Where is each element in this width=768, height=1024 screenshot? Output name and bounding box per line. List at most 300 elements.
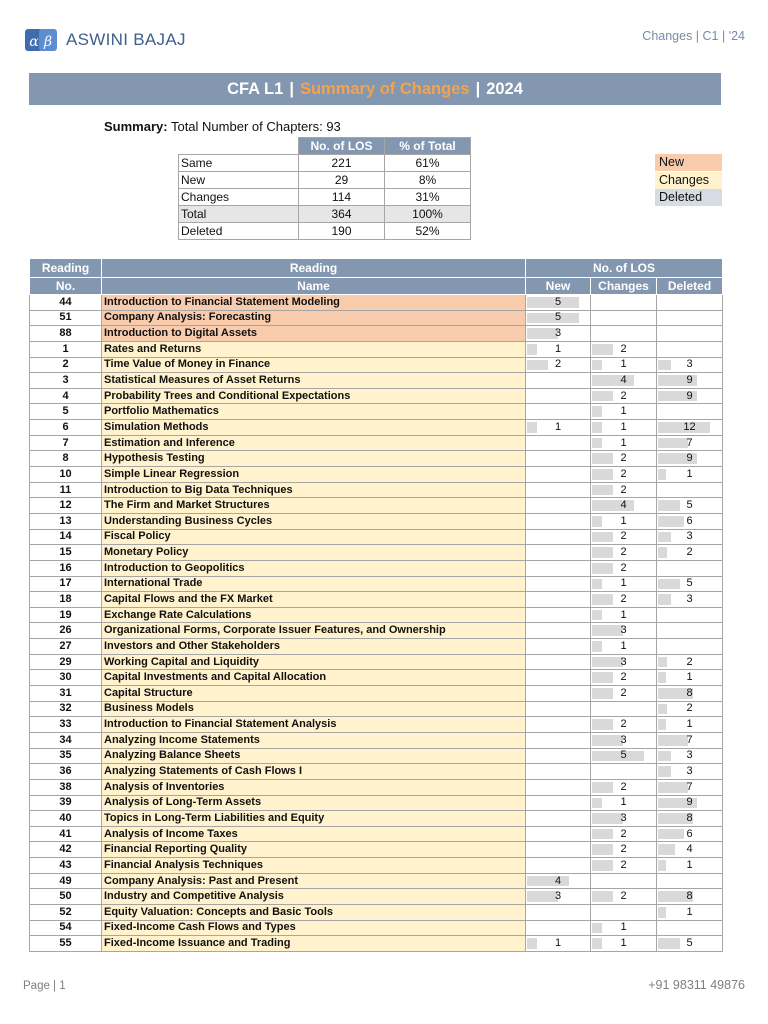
legend-changes: Changes xyxy=(655,172,722,189)
reading-no: 18 xyxy=(30,592,102,608)
los-new-value: 4 xyxy=(554,874,562,887)
los-deleted-cell xyxy=(657,545,723,561)
reading-no: 32 xyxy=(30,701,102,717)
los-changes-bar xyxy=(592,469,613,480)
table-row xyxy=(30,341,723,357)
los-changes-value: 2 xyxy=(620,890,627,903)
reading-name: International Trade xyxy=(102,576,526,592)
los-new-cell xyxy=(526,764,591,780)
los-deleted-bar xyxy=(658,500,680,511)
summary-label-bold: Summary: xyxy=(104,119,168,134)
los-changes-bar xyxy=(592,938,602,949)
los-new-cell xyxy=(526,341,591,357)
table-row xyxy=(30,654,723,670)
los-changes-cell xyxy=(591,717,657,733)
reading-no: 15 xyxy=(30,545,102,561)
los-changes-cell xyxy=(591,341,657,357)
los-new-cell xyxy=(526,513,591,529)
los-deleted-bar xyxy=(658,438,688,449)
los-deleted-bar xyxy=(658,469,666,480)
los-changes-value: 2 xyxy=(620,843,627,856)
reading-no: 40 xyxy=(30,811,102,827)
stats-pct: 8% xyxy=(385,172,471,189)
header-reading-no: Reading xyxy=(30,259,102,278)
los-deleted-cell xyxy=(657,732,723,748)
los-changes-value: 3 xyxy=(620,624,627,637)
los-new-cell xyxy=(526,420,591,436)
stats-count: 364 xyxy=(299,206,385,223)
stats-count: 190 xyxy=(299,223,385,240)
los-changes-bar xyxy=(592,813,623,824)
stats-label: New xyxy=(179,172,299,189)
los-new-cell xyxy=(526,811,591,827)
reading-no: 44 xyxy=(30,295,102,311)
reading-name: Company Analysis: Forecasting xyxy=(102,310,526,326)
los-deleted-value: 3 xyxy=(686,358,693,371)
los-new-cell xyxy=(526,842,591,858)
los-changes-cell xyxy=(591,576,657,592)
los-deleted-value: 3 xyxy=(686,765,693,778)
stats-row xyxy=(179,172,471,189)
los-new-bar xyxy=(527,344,537,355)
los-deleted-cell xyxy=(657,482,723,498)
table-row xyxy=(30,451,723,467)
table-row xyxy=(30,920,723,936)
los-new-cell xyxy=(526,748,591,764)
los-changes-value: 2 xyxy=(620,592,627,605)
logo-mark-icon xyxy=(24,26,60,54)
los-changes-value: 3 xyxy=(620,733,627,746)
reading-name: Monetary Policy xyxy=(102,545,526,561)
los-changes-value: 4 xyxy=(620,499,627,512)
readings-table xyxy=(29,258,723,952)
stats-row xyxy=(179,155,471,172)
los-changes-value: 2 xyxy=(620,452,627,465)
reading-no: 1 xyxy=(30,341,102,357)
los-deleted-cell xyxy=(657,686,723,702)
table-row xyxy=(30,623,723,639)
reading-no: 52 xyxy=(30,904,102,920)
los-changes-bar xyxy=(592,547,613,558)
los-new-bar xyxy=(527,938,537,949)
reading-name: Analysis of Long-Term Assets xyxy=(102,795,526,811)
los-changes-cell xyxy=(591,467,657,483)
stats-row xyxy=(179,189,471,206)
los-deleted-cell xyxy=(657,295,723,311)
los-deleted-cell xyxy=(657,592,723,608)
reading-no: 35 xyxy=(30,748,102,764)
los-changes-cell xyxy=(591,404,657,420)
los-deleted-cell xyxy=(657,858,723,874)
los-changes-bar xyxy=(592,672,613,683)
header-reading-name-2: Name xyxy=(102,278,526,295)
los-new-cell xyxy=(526,357,591,373)
los-changes-cell xyxy=(591,654,657,670)
los-new-bar xyxy=(527,297,579,308)
los-deleted-bar xyxy=(658,532,671,543)
reading-no: 5 xyxy=(30,404,102,420)
stats-pct: 52% xyxy=(385,223,471,240)
los-new-cell xyxy=(526,717,591,733)
los-changes-bar xyxy=(592,657,623,668)
table-row xyxy=(30,826,723,842)
los-deleted-cell xyxy=(657,326,723,342)
reading-no: 10 xyxy=(30,467,102,483)
los-changes-bar xyxy=(592,798,602,809)
los-deleted-cell xyxy=(657,498,723,514)
header-new: New xyxy=(526,278,591,295)
los-deleted-value: 2 xyxy=(686,655,693,668)
los-changes-cell xyxy=(591,560,657,576)
los-changes-cell xyxy=(591,498,657,514)
reading-no: 49 xyxy=(30,873,102,889)
los-deleted-bar xyxy=(658,829,684,840)
summary-stats-table xyxy=(178,137,471,240)
los-deleted-value: 9 xyxy=(686,452,693,465)
reading-name: Analyzing Statements of Cash Flows I xyxy=(102,764,526,780)
brand-logo xyxy=(24,26,186,54)
los-new-cell xyxy=(526,904,591,920)
reading-no: 88 xyxy=(30,326,102,342)
los-deleted-bar xyxy=(658,657,667,668)
reading-name: Time Value of Money in Finance xyxy=(102,357,526,373)
los-deleted-value: 1 xyxy=(686,905,693,918)
los-deleted-bar xyxy=(658,547,667,558)
los-deleted-value: 1 xyxy=(686,671,693,684)
table-row xyxy=(30,529,723,545)
los-deleted-cell xyxy=(657,873,723,889)
table-row xyxy=(30,482,723,498)
table-row xyxy=(30,592,723,608)
los-deleted-bar xyxy=(658,672,666,683)
los-deleted-cell xyxy=(657,560,723,576)
los-changes-cell xyxy=(591,482,657,498)
los-deleted-cell xyxy=(657,451,723,467)
los-changes-value: 1 xyxy=(620,921,627,934)
los-deleted-cell xyxy=(657,639,723,655)
los-changes-cell xyxy=(591,795,657,811)
los-changes-bar xyxy=(592,579,602,590)
reading-no: 13 xyxy=(30,513,102,529)
los-new-cell xyxy=(526,826,591,842)
los-changes-bar xyxy=(592,782,613,793)
los-deleted-cell xyxy=(657,764,723,780)
reading-no: 43 xyxy=(30,858,102,874)
reading-name: Introduction to Big Data Techniques xyxy=(102,482,526,498)
los-deleted-bar xyxy=(658,844,675,855)
los-deleted-cell xyxy=(657,404,723,420)
summary-label xyxy=(104,119,341,134)
los-deleted-bar xyxy=(658,751,671,762)
los-changes-cell xyxy=(591,373,657,389)
los-changes-cell xyxy=(591,310,657,326)
los-new-cell xyxy=(526,936,591,952)
los-changes-bar xyxy=(592,688,613,699)
table-row xyxy=(30,764,723,780)
reading-no: 14 xyxy=(30,529,102,545)
los-deleted-value: 1 xyxy=(686,467,693,480)
los-changes-bar xyxy=(592,422,602,433)
los-new-cell xyxy=(526,373,591,389)
los-new-cell xyxy=(526,576,591,592)
reading-no: 4 xyxy=(30,388,102,404)
los-deleted-bar xyxy=(658,735,688,746)
table-row xyxy=(30,779,723,795)
stats-label: Total xyxy=(179,206,299,223)
table-row xyxy=(30,686,723,702)
los-changes-cell xyxy=(591,420,657,436)
los-deleted-value: 5 xyxy=(686,577,693,590)
los-deleted-cell xyxy=(657,920,723,936)
stats-count: 221 xyxy=(299,155,385,172)
table-row xyxy=(30,732,723,748)
los-new-bar xyxy=(527,876,569,887)
table-row xyxy=(30,670,723,686)
los-new-cell xyxy=(526,545,591,561)
reading-name: Financial Analysis Techniques xyxy=(102,858,526,874)
los-deleted-bar xyxy=(658,579,680,590)
stats-header-pct: % of Total xyxy=(385,138,471,155)
reading-name: Capital Flows and the FX Market xyxy=(102,592,526,608)
los-changes-bar xyxy=(592,594,613,605)
los-changes-cell xyxy=(591,623,657,639)
los-changes-value: 1 xyxy=(620,608,627,621)
los-changes-value: 4 xyxy=(620,374,627,387)
reading-no: 54 xyxy=(30,920,102,936)
summary-label-text: Total Number of Chapters: 93 xyxy=(170,119,341,134)
los-new-cell xyxy=(526,451,591,467)
reading-name: Industry and Competitive Analysis xyxy=(102,889,526,905)
reading-no: 51 xyxy=(30,310,102,326)
table-row xyxy=(30,310,723,326)
los-changes-cell xyxy=(591,701,657,717)
los-new-value: 5 xyxy=(554,295,562,308)
table-row xyxy=(30,513,723,529)
los-new-cell xyxy=(526,482,591,498)
los-new-value: 1 xyxy=(554,342,562,355)
los-changes-bar xyxy=(592,391,613,402)
los-deleted-cell xyxy=(657,842,723,858)
los-changes-value: 2 xyxy=(620,389,627,402)
los-changes-bar xyxy=(592,751,644,762)
los-new-cell xyxy=(526,873,591,889)
los-changes-value: 2 xyxy=(620,342,627,355)
table-row xyxy=(30,639,723,655)
stats-pct: 61% xyxy=(385,155,471,172)
los-deleted-value: 8 xyxy=(686,890,693,903)
los-new-bar xyxy=(527,313,579,324)
los-changes-bar xyxy=(592,485,613,496)
reading-name: Organizational Forms, Corporate Issuer Features, and Ownership xyxy=(102,623,526,639)
los-changes-value: 2 xyxy=(620,827,627,840)
los-changes-cell xyxy=(591,811,657,827)
los-changes-bar xyxy=(592,438,602,449)
los-changes-cell xyxy=(591,748,657,764)
banner-separator: | xyxy=(475,79,481,98)
los-deleted-value: 2 xyxy=(686,702,693,715)
stats-pct: 100% xyxy=(385,206,471,223)
los-changes-value: 1 xyxy=(620,639,627,652)
reading-no: 34 xyxy=(30,732,102,748)
los-changes-cell xyxy=(591,639,657,655)
table-row xyxy=(30,326,723,342)
los-deleted-cell xyxy=(657,889,723,905)
los-changes-bar xyxy=(592,344,613,355)
los-new-cell xyxy=(526,592,591,608)
table-row xyxy=(30,748,723,764)
los-changes-bar xyxy=(592,532,613,543)
los-deleted-value: 3 xyxy=(686,749,693,762)
los-new-cell xyxy=(526,779,591,795)
reading-name: Portfolio Mathematics xyxy=(102,404,526,420)
los-changes-value: 2 xyxy=(620,718,627,731)
los-deleted-value: 9 xyxy=(686,796,693,809)
los-changes-value: 2 xyxy=(620,686,627,699)
los-deleted-value: 9 xyxy=(686,374,693,387)
los-changes-cell xyxy=(591,513,657,529)
title-banner xyxy=(29,73,721,105)
los-new-cell xyxy=(526,467,591,483)
stats-row xyxy=(179,206,471,223)
los-changes-cell xyxy=(591,764,657,780)
los-new-cell xyxy=(526,295,591,311)
table-row xyxy=(30,404,723,420)
reading-no: 6 xyxy=(30,420,102,436)
reading-name: Rates and Returns xyxy=(102,341,526,357)
los-changes-cell xyxy=(591,842,657,858)
los-new-cell xyxy=(526,889,591,905)
los-new-bar xyxy=(527,328,558,339)
los-deleted-value: 4 xyxy=(686,843,693,856)
los-changes-bar xyxy=(592,625,623,636)
los-changes-bar xyxy=(592,406,602,417)
los-changes-bar xyxy=(592,829,613,840)
los-changes-cell xyxy=(591,936,657,952)
los-changes-cell xyxy=(591,889,657,905)
stats-label: Changes xyxy=(179,189,299,206)
los-changes-bar xyxy=(592,360,602,371)
reading-no: 55 xyxy=(30,936,102,952)
los-changes-cell xyxy=(591,295,657,311)
los-deleted-cell xyxy=(657,388,723,404)
table-row xyxy=(30,701,723,717)
reading-name: Investors and Other Stakeholders xyxy=(102,639,526,655)
los-changes-cell xyxy=(591,326,657,342)
los-changes-cell xyxy=(591,592,657,608)
los-changes-bar xyxy=(592,844,613,855)
los-changes-value: 1 xyxy=(620,796,627,809)
los-deleted-bar xyxy=(658,782,688,793)
los-changes-value: 1 xyxy=(620,514,627,527)
reading-name: Probability Trees and Conditional Expectations xyxy=(102,388,526,404)
reading-no: 41 xyxy=(30,826,102,842)
reading-no: 36 xyxy=(30,764,102,780)
reading-name: Capital Investments and Capital Allocation xyxy=(102,670,526,686)
stats-count: 29 xyxy=(299,172,385,189)
reading-no: 29 xyxy=(30,654,102,670)
los-new-cell xyxy=(526,388,591,404)
los-changes-value: 1 xyxy=(620,405,627,418)
los-changes-value: 3 xyxy=(620,655,627,668)
los-changes-value: 2 xyxy=(620,546,627,559)
table-row xyxy=(30,811,723,827)
table-row xyxy=(30,795,723,811)
los-changes-value: 1 xyxy=(620,358,627,371)
stats-row xyxy=(179,223,471,240)
los-changes-value: 2 xyxy=(620,858,627,871)
table-row xyxy=(30,576,723,592)
color-legend xyxy=(655,154,722,207)
los-deleted-bar xyxy=(658,907,666,918)
los-deleted-value: 1 xyxy=(686,718,693,731)
los-deleted-cell xyxy=(657,435,723,451)
table-row xyxy=(30,873,723,889)
los-changes-cell xyxy=(591,858,657,874)
los-deleted-value: 6 xyxy=(686,827,693,840)
los-deleted-value: 6 xyxy=(686,514,693,527)
los-deleted-value: 9 xyxy=(686,389,693,402)
reading-name: Introduction to Digital Assets xyxy=(102,326,526,342)
reading-no: 7 xyxy=(30,435,102,451)
los-deleted-bar xyxy=(658,766,671,777)
los-new-cell xyxy=(526,404,591,420)
stats-pct: 31% xyxy=(385,189,471,206)
los-deleted-value: 3 xyxy=(686,530,693,543)
reading-name: Analyzing Balance Sheets xyxy=(102,748,526,764)
los-changes-bar xyxy=(592,923,602,934)
los-changes-cell xyxy=(591,529,657,545)
reading-name: Equity Valuation: Concepts and Basic Tools xyxy=(102,904,526,920)
los-deleted-cell xyxy=(657,357,723,373)
los-changes-bar xyxy=(592,891,613,902)
los-deleted-cell xyxy=(657,310,723,326)
reading-no: 30 xyxy=(30,670,102,686)
los-deleted-value: 5 xyxy=(686,499,693,512)
los-deleted-cell xyxy=(657,795,723,811)
los-new-cell xyxy=(526,701,591,717)
reading-no: 3 xyxy=(30,373,102,389)
los-new-cell xyxy=(526,326,591,342)
reading-name: Exchange Rate Calculations xyxy=(102,607,526,623)
table-row xyxy=(30,435,723,451)
reading-no: 50 xyxy=(30,889,102,905)
los-deleted-value: 8 xyxy=(686,811,693,824)
banner-part2: Summary of Changes xyxy=(299,79,470,98)
los-changes-cell xyxy=(591,826,657,842)
table-row xyxy=(30,295,723,311)
reading-name: Analysis of Inventories xyxy=(102,779,526,795)
los-new-bar xyxy=(527,891,558,902)
stats-label: Deleted xyxy=(179,223,299,240)
los-deleted-cell xyxy=(657,607,723,623)
los-new-cell xyxy=(526,639,591,655)
los-changes-value: 1 xyxy=(620,420,627,433)
reading-name: Introduction to Financial Statement Modeling xyxy=(102,295,526,311)
header-reading-name: Reading xyxy=(102,259,526,278)
los-changes-cell xyxy=(591,451,657,467)
los-changes-value: 1 xyxy=(620,577,627,590)
los-new-cell xyxy=(526,670,591,686)
los-new-value: 3 xyxy=(554,890,562,903)
reading-no: 27 xyxy=(30,639,102,655)
los-new-cell xyxy=(526,858,591,874)
los-changes-cell xyxy=(591,873,657,889)
los-deleted-value: 12 xyxy=(683,420,696,433)
los-deleted-bar xyxy=(658,594,671,605)
los-changes-value: 2 xyxy=(620,780,627,793)
los-new-cell xyxy=(526,686,591,702)
reading-name: Capital Structure xyxy=(102,686,526,702)
